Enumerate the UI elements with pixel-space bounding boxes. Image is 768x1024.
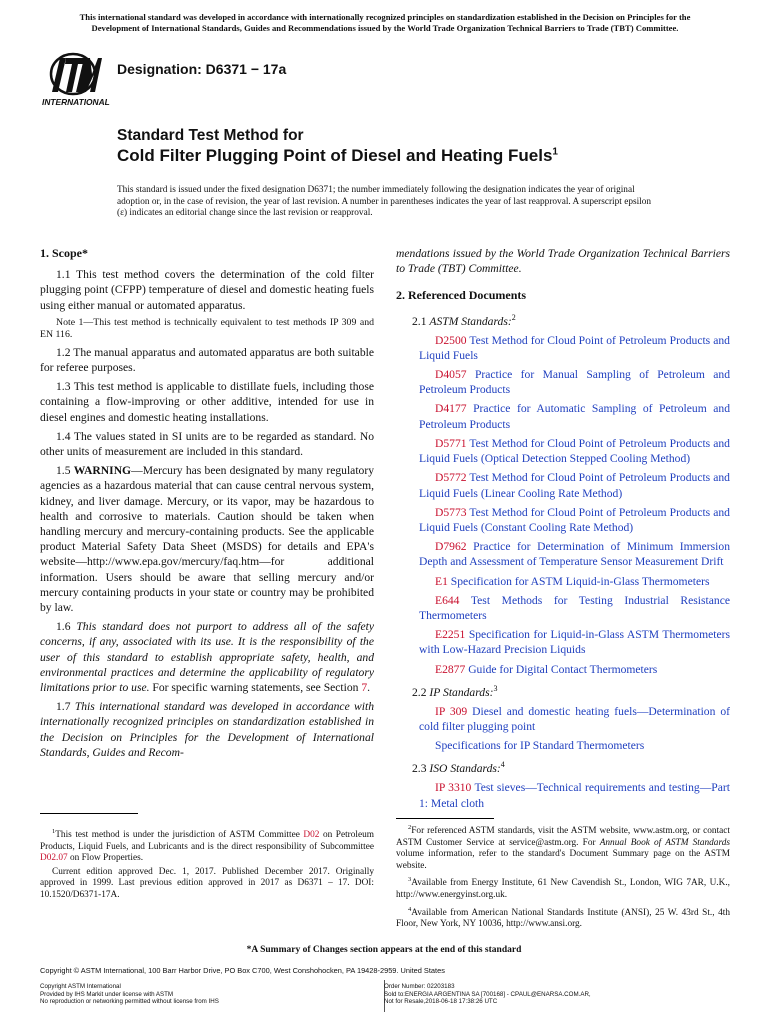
notice-line-1: This international standard was developed in accordance with internationally recognized principles on standardization established in the Decision on Principles for the bbox=[79, 12, 691, 22]
left-footnotes bbox=[40, 813, 374, 904]
top-notice bbox=[40, 12, 730, 34]
reference-title-link[interactable]: Guide for Digital Contact Thermometers bbox=[468, 662, 658, 676]
notice-line-2: Development of International Standards, Guides and Recommendations issued by the World Trade Organization Technical Barriers to Trade (TBT) Committee. bbox=[91, 23, 679, 33]
designation: Designation: D6371 − 17a bbox=[117, 61, 287, 77]
reference-title-link[interactable]: Practice for Manual Sampling of Petroleum and Petroleum Products bbox=[419, 368, 731, 397]
astm-reference-list bbox=[396, 333, 730, 677]
footnote-rule bbox=[40, 813, 138, 814]
para-1-2: 1.2 The manual apparatus and automated apparatus are both suitable for referee purposes. bbox=[40, 345, 374, 375]
reference-item bbox=[396, 662, 730, 677]
reference-title-link[interactable]: Test Method for Cloud Point of Petroleum Products and Liquid Fuels (Optical Detection Stepped Cooling Method) bbox=[419, 436, 730, 466]
footnote-rule bbox=[396, 818, 494, 819]
reference-item bbox=[396, 738, 730, 753]
reference-item bbox=[396, 333, 730, 363]
reference-code-link[interactable]: D4177 bbox=[435, 402, 467, 416]
reference-title-link[interactable]: Test sieves—Technical requirements and testing—Part 1: Metal cloth bbox=[419, 781, 730, 810]
reference-item bbox=[396, 627, 730, 657]
logo-text: INTERNATIONAL bbox=[42, 97, 110, 107]
reference-code-link[interactable]: D7962 bbox=[435, 540, 467, 554]
astm-logo bbox=[40, 52, 112, 108]
footnote-2: $^2$For referenced ASTM standards, visit the ASTM website, www.astm.org, or contact ASTM Customer Service at service@astm.org. For Annual Book of ASTM Standards volume information, refer to the standard's Document Summary page on the ASTM website. bbox=[396, 824, 730, 871]
reference-code-link[interactable]: E644 bbox=[435, 593, 460, 607]
reference-title-link[interactable]: Specifications for IP Standard Thermometers bbox=[435, 739, 645, 753]
reference-code-link[interactable]: D5771 bbox=[435, 436, 467, 450]
warning-label: WARNING bbox=[73, 464, 132, 478]
section-7-link[interactable]: 7 bbox=[361, 681, 368, 695]
title-footnote-mark: 1 bbox=[552, 146, 558, 158]
para-1-7-continued: mendations issued by the World Trade Organization Technical Barriers to Trade (TBT) Committee. bbox=[396, 247, 730, 276]
reference-code-link[interactable]: E2251 bbox=[435, 628, 466, 642]
footnote-3: $^3$Available from Energy Institute, 61 New Cavendish St., London, WIG 7AR, U.K., http://www.energyinst.org.uk. bbox=[396, 876, 730, 901]
reference-item bbox=[396, 704, 730, 734]
issued-note: This standard is issued under the fixed designation D6371; the number immediately following the designation indicates the year of original adoption or, in the case of revision, the year of last revision. A number in parentheses indicates the year of last reapproval. A superscript epsilon (ε) indicates an editorial change since the last revision or reapproval. bbox=[117, 185, 652, 218]
reference-code-link[interactable]: IP 3310 bbox=[435, 781, 472, 795]
title-line-1: Standard Test Method for bbox=[117, 127, 304, 144]
para-1-5: 1.5 WARNING—Mercury has been designated by many regulatory agencies as a hazardous material that can cause central nervous system, kidney, and liver damage. Mercury, or its vapor, may be hazardous to health and corrosive to materials. Caution should be taken when handling mercury and mercury-containing products. See the applicable product Material Safety Data Sheet (MSDS) for details and EPA's website—http://www.epa.gov/mercury/faq.htm—for additional information. Users should be aware that selling mercury and/or mercury containing products in your state or country may be prohibited by law. bbox=[40, 464, 374, 615]
para-1-3: 1.3 This test method is applicable to distillate fuels, including those containing a flow-improving or other additive, intended for use in diesel engines and domestic heating installations. bbox=[40, 380, 374, 424]
reference-title-link[interactable]: Test Methods for Testing Industrial Resistance Thermometers bbox=[419, 593, 730, 622]
right-footnotes bbox=[396, 818, 730, 933]
ip-standards-label: 2.2 IP Standards:$^3$ bbox=[412, 683, 498, 699]
reference-item bbox=[396, 780, 730, 810]
license-line: No reproduction or networking permitted without license from IHS bbox=[40, 998, 219, 1006]
reference-title-link[interactable]: Practice for Determination of Minimum Immersion Depth and Assessment of Temperature Sensor Measurement Drift bbox=[419, 540, 730, 569]
order-stamp bbox=[384, 983, 591, 1006]
reference-item bbox=[396, 539, 730, 569]
para-1-7: 1.7 This international standard was developed in accordance with internationally recognized principles on standardization established in the Decision on Principles for the Development of International Standards, Guides and Recom- bbox=[40, 700, 374, 759]
astm-standards-label: 2.1 ASTM Standards:$^2$ bbox=[412, 312, 516, 328]
reference-title-link[interactable]: Specification for ASTM Liquid-in-Glass Thermometers bbox=[450, 574, 710, 588]
footnote-4: $^4$Available from American National Standards Institute (ANSI), 25 W. 43rd St., 4th Floor, New York, NY 10036, http://www.ansi.org. bbox=[396, 905, 730, 930]
reference-title-link[interactable]: Test Method for Cloud Point of Petroleum Products and Liquid Fuels (Linear Cooling Rate Method) bbox=[419, 471, 730, 500]
left-column bbox=[40, 246, 374, 764]
reference-code-link[interactable]: D5773 bbox=[435, 505, 467, 519]
reference-item bbox=[396, 470, 730, 500]
reference-item bbox=[396, 505, 730, 535]
reference-code-link[interactable]: E2877 bbox=[435, 662, 466, 676]
right-column bbox=[396, 246, 730, 815]
para-1-4: 1.4 The values stated in SI units are to be regarded as standard. No other units of measurement are included in this standard. bbox=[40, 429, 374, 459]
reference-item bbox=[396, 367, 730, 397]
summary-of-changes-note: *A Summary of Changes section appears at the end of this standard bbox=[246, 945, 522, 955]
reference-title-link[interactable]: Specification for Liquid-in-Glass ASTM Thermometers with Low-Hazard Precision Liquids bbox=[419, 628, 730, 657]
subcommittee-link[interactable]: D02.07 bbox=[40, 853, 68, 864]
reference-title-link[interactable]: Practice for Automatic Sampling of Petroleum and Petroleum Products bbox=[419, 402, 730, 431]
reference-title-link[interactable]: Diesel and domestic heating fuels—Determination of cold filter plugging point bbox=[419, 704, 730, 733]
reference-code-link[interactable]: IP 309 bbox=[435, 704, 468, 718]
title-line-2 bbox=[117, 146, 558, 166]
scope-heading: 1. Scope* bbox=[40, 246, 88, 260]
copyright-line: Copyright © ASTM International, 100 Barr Harbor Drive, PO Box C700, West Conshohocken, PA 19428-2959. United States bbox=[40, 966, 445, 975]
license-line: Copyright ASTM International bbox=[40, 983, 121, 990]
reference-code-link[interactable]: D4057 bbox=[435, 368, 467, 382]
reference-title-link[interactable]: Test Method for Cloud Point of Petroleum Products and Liquid Fuels bbox=[419, 333, 730, 362]
license-stamp bbox=[40, 983, 219, 1006]
reference-item bbox=[396, 574, 730, 589]
committee-link[interactable]: D02 bbox=[303, 830, 320, 841]
reference-title-link[interactable]: Test Method for Cloud Point of Petroleum Products and Liquid Fuels (Constant Cooling Rate Method) bbox=[419, 505, 730, 534]
para-1-6: 1.6 This standard does not purport to address all of the safety concerns, if any, associated with its use. It is the responsibility of the user of this standard to establish appropriate safety, health, and environmental practices and determine the applicability of regulatory limitations prior to use. For specific warning statements, see Section 7. bbox=[40, 620, 375, 695]
order-line: Order Number: 02203183 bbox=[384, 983, 455, 990]
reference-item bbox=[396, 436, 730, 466]
reference-code-link[interactable]: E1 bbox=[435, 574, 448, 588]
title-text: Cold Filter Plugging Point of Diesel and Heating Fuels bbox=[117, 146, 553, 165]
note-1: Note 1—This test method is technically equivalent to test methods IP 309 and EN 116. bbox=[40, 316, 374, 340]
order-line: Sold to:ENERGIA ARGENTINA SA [700168] - CPAUL@ENARSA.COM.AR, bbox=[384, 990, 591, 998]
para-1-1: 1.1 This test method covers the determination of the cold filter plugging point (CFPP) temperature of diesel and domestic heating fuels using either manual or automated apparatus. bbox=[40, 268, 374, 312]
order-line: Not for Resale,2018-06-18 17:38:26 UTC bbox=[384, 998, 498, 1006]
reference-code-link[interactable]: D5772 bbox=[435, 471, 467, 485]
reference-item bbox=[396, 593, 730, 623]
footnote-1-edition: Current edition approved Dec. 1, 2017. Published December 2017. Originally approved in 1999. Last previous edition approved in 2017 as D6371 – 17. DOI: 10.1520/D6371-17A. bbox=[40, 866, 374, 901]
license-line: Provided by IHS Markit under license with ASTM bbox=[40, 990, 174, 998]
footnote-1: $^1$This test method is under the jurisdiction of ASTM Committee D02 on Petroleum Products, Liquid Fuels, and Lubricants and is the direct responsibility of Subcommittee D02.07 on Flow Properties. bbox=[40, 828, 374, 864]
reference-code-link[interactable]: D2500 bbox=[435, 333, 467, 347]
referenced-documents-heading: 2. Referenced Documents bbox=[396, 288, 527, 303]
reference-item bbox=[396, 401, 730, 431]
iso-standards-label: 2.3 ISO Standards:$^4$ bbox=[412, 760, 505, 776]
